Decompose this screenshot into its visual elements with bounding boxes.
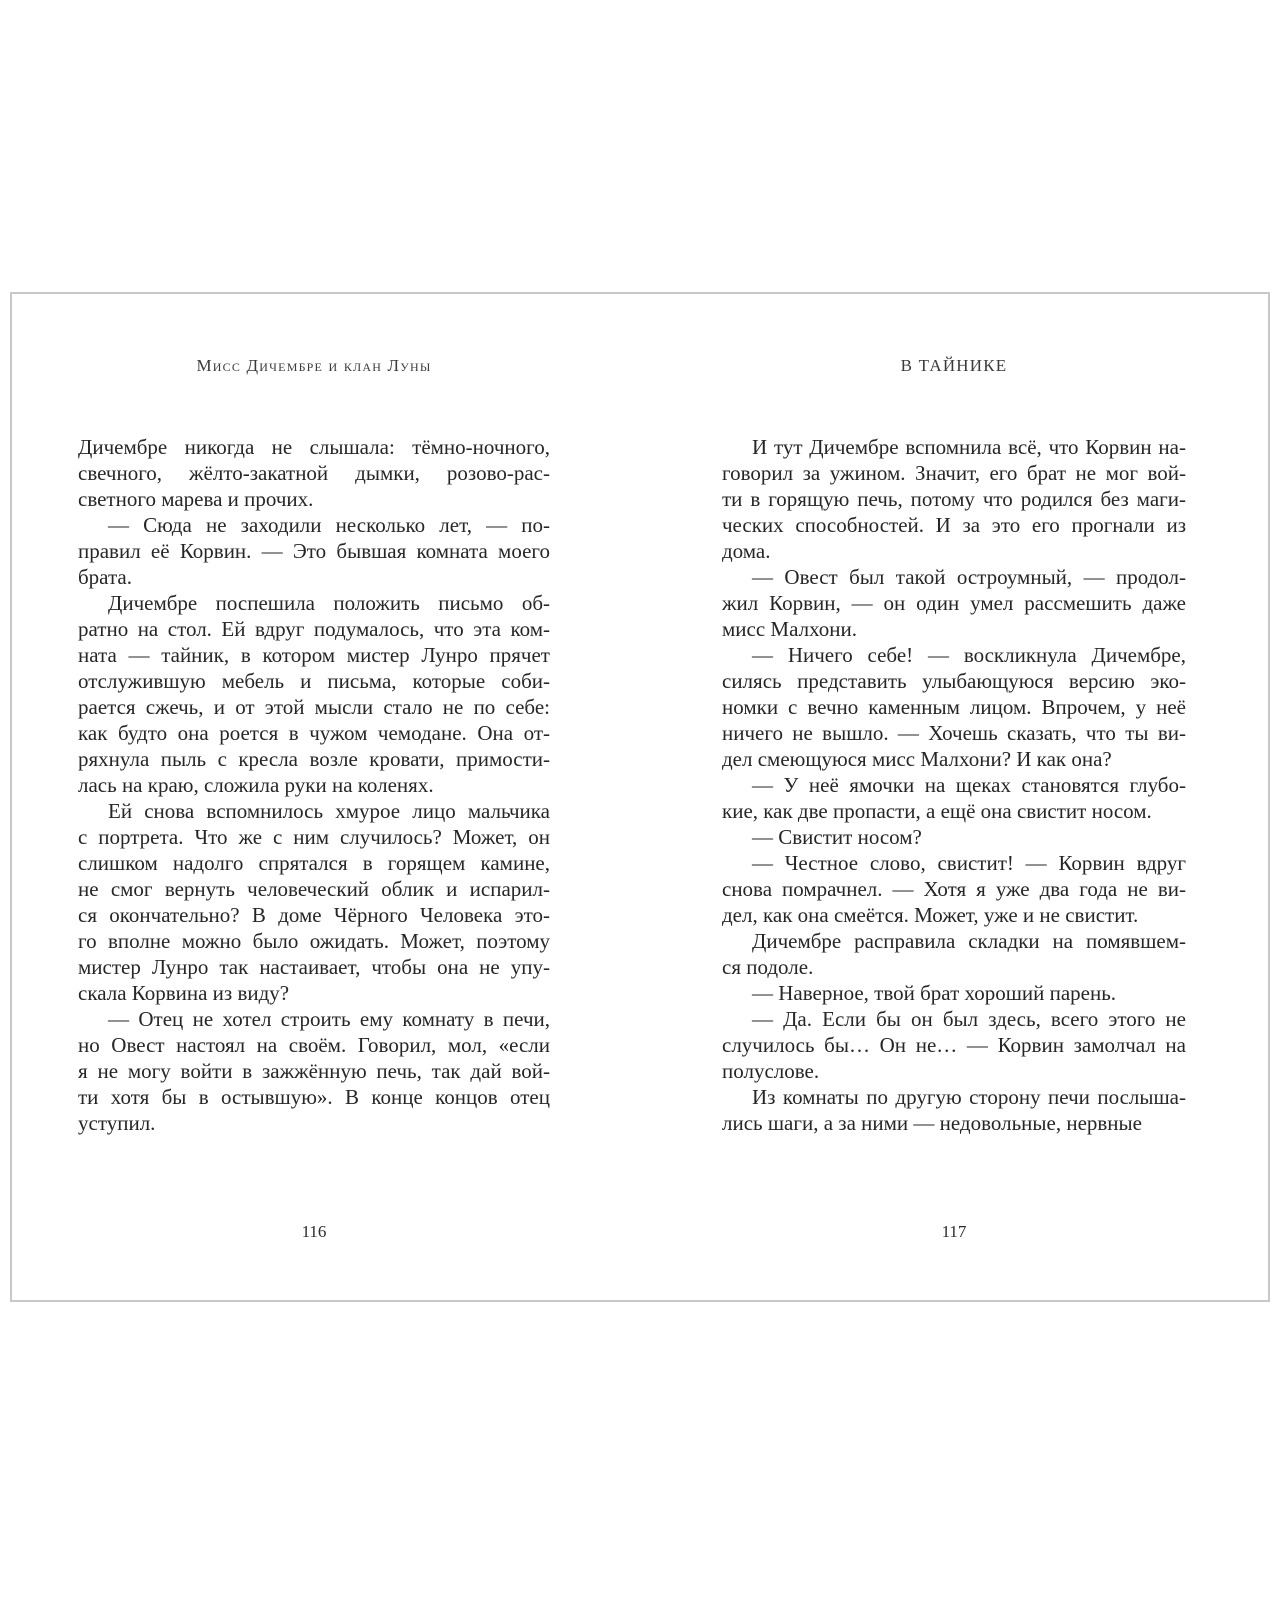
text-line: — Наверное, твой брат хороший парень. (752, 981, 1117, 1005)
text-line: силясь представить улыбающуюся версию эко- (722, 669, 1186, 693)
text-line: го вполне можно было ожидать. Может, поэтому (78, 929, 550, 953)
text-line: ся подоле. (722, 955, 814, 979)
text-line: не смог вернуть человеческий облик и испарил- (78, 877, 550, 901)
text-line: Дичембре расправила складки на помявшем- (752, 929, 1186, 953)
page-right (722, 294, 1186, 1300)
text-line: Ей снова вспомнилось хмурое лицо мальчика (108, 799, 550, 823)
text-line: отслужившую мебель и письма, которые соби- (78, 669, 550, 693)
right-page-text (722, 434, 1186, 1136)
text-line: ната — тайник, в котором мистер Лунро прячет (78, 643, 550, 667)
text-line: — Отец не хотел строить ему комнату в печи, (108, 1007, 550, 1031)
text-line: случилось бы… Он не… — Корвин замолчал на (722, 1033, 1186, 1057)
text-line: снова помрачнел. — Хотя я уже два года не ви- (722, 877, 1186, 901)
text-line: Дичембре поспешила положить письмо об- (108, 591, 550, 615)
left-page-text (78, 434, 550, 1136)
text-line: свечного, жёлто-закатной дымки, розово-рас- (78, 461, 550, 485)
text-line: говорил за ужином. Значит, его брат не мог вой- (722, 461, 1186, 485)
text-line: светного марева и прочих. (78, 487, 314, 511)
text-line: — Да. Если бы он был здесь, всего этого не (752, 1007, 1186, 1031)
text-line: мисс Малхони. (722, 617, 858, 641)
text-line: лась на краю, сложила руки на коленях. (78, 773, 434, 797)
text-line: ческих способностей. И за это его прогнали из (722, 513, 1186, 537)
text-line: Из комнаты по другую сторону печи послыша- (752, 1085, 1186, 1109)
text-line: ряхнула пыль с кресла возле кровати, примости- (78, 747, 550, 771)
text-line: жил Корвин, — он один умел рассмешить даже (722, 591, 1186, 615)
text-line: дел, как она смеётся. Может, уже и не свистит. (722, 903, 1139, 927)
text-line: мистер Лунро так настаивает, чтобы она не упу- (78, 955, 550, 979)
text-line: Дичембре никогда не слышала: тёмно-ночного, (78, 435, 550, 459)
text-line: брата. (78, 565, 132, 589)
text-line: И тут Дичембре вспомнила всё, что Корвин на- (752, 435, 1186, 459)
text-line: дома. (722, 539, 771, 563)
text-line: — Свистит носом? (752, 825, 922, 849)
book-spread (10, 292, 1270, 1302)
text-line: полуслове. (722, 1059, 820, 1083)
text-line: — Ничего себе! — воскликнула Дичембре, (752, 643, 1186, 667)
text-line: лись шаги, а за ними — недовольные, нервные (722, 1111, 1142, 1135)
text-line: скала Корвина из виду? (78, 981, 290, 1005)
text-line: ратно на стол. Ей вдруг подумалось, что эта ком- (78, 617, 550, 641)
text-line: рается сжечь, и от этой мысли стало не по себе: (78, 695, 550, 719)
left-page-number: 116 (301, 1222, 327, 1241)
text-line: дел смеющуюся мисс Малхони? И как она? (722, 747, 1112, 771)
text-line: как будто она роется в чужом чемодане. Она от- (78, 721, 550, 745)
page-left (78, 294, 550, 1300)
text-line: слишком надолго спрятался в горящем камине, (78, 851, 550, 875)
text-line: ся окончательно? В доме Чёрного Человека это- (78, 903, 550, 927)
text-line: ничего не вышло. — Хочешь сказать, что ты ви- (722, 721, 1186, 745)
left-running-head: Мисс Дичембре и клан Луны (196, 356, 432, 375)
text-line: — У неё ямочки на щеках становятся глубо- (752, 773, 1186, 797)
text-line: — Честное слово, свистит! — Корвин вдруг (752, 851, 1186, 875)
text-line: я не могу войти в зажжённую печь, так дай вой- (78, 1059, 550, 1083)
text-line: с портрета. Что же с ним случилось? Может, он (78, 825, 550, 849)
text-line: — Сюда не заходили несколько лет, — по- (108, 513, 550, 537)
text-line: кие, как две пропасти, а ещё она свистит носом. (722, 799, 1152, 823)
right-running-head: В ТАЙНИКЕ (900, 356, 1008, 375)
text-line: ти хотя бы в остывшую». В конце концов отец (78, 1085, 550, 1109)
text-line: но Овест настоял на своём. Говорил, мол, «если (78, 1033, 550, 1057)
right-page-number: 117 (941, 1222, 967, 1241)
text-line: правил её Корвин. — Это бывшая комната моего (78, 539, 550, 563)
text-line: — Овест был такой остроумный, — продол- (752, 565, 1186, 589)
text-line: номки с вечно каменным лицом. Впрочем, у неё (722, 695, 1186, 719)
text-line: ти в горящую печь, потому что родился без маги- (722, 487, 1186, 511)
text-line: уступил. (78, 1111, 156, 1135)
